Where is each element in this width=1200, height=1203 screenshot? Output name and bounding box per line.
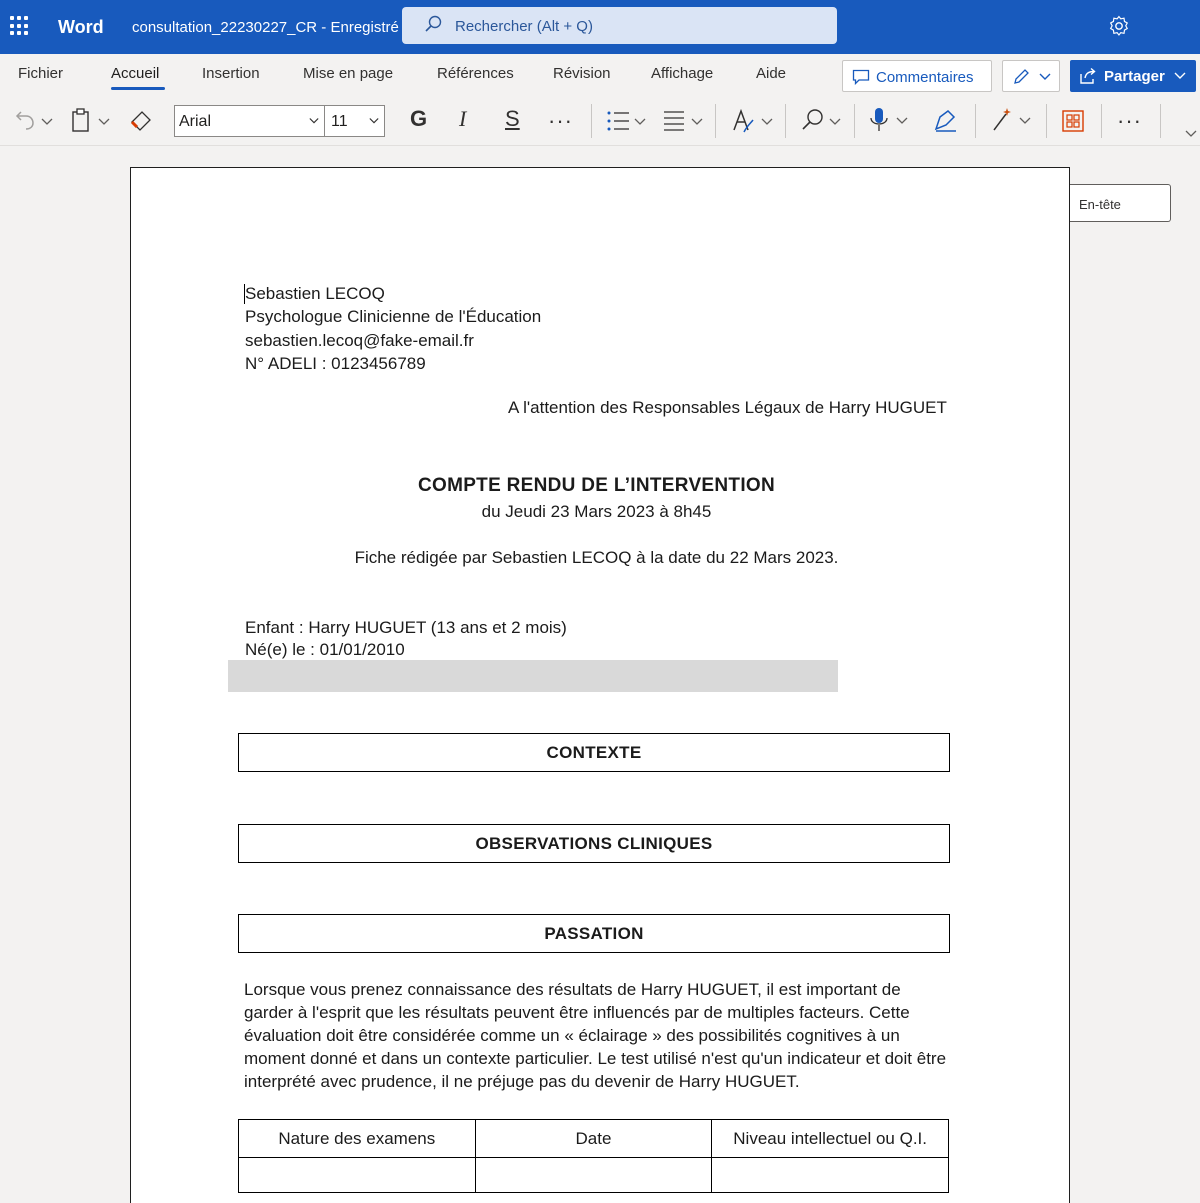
toolbar-divider <box>591 104 592 138</box>
birth-date-line[interactable]: Né(e) le : 01/01/2010 <box>245 640 405 659</box>
passation-paragraph[interactable] <box>244 978 964 1093</box>
paragraph-line: Lorsque vous prenez connaissance des résultats de Harry HUGUET, il est important de <box>244 980 901 999</box>
underline-button[interactable]: S <box>505 106 520 131</box>
author-title[interactable]: Psychologue Clinicienne de l'Éducation <box>245 307 542 326</box>
search-input[interactable] <box>402 7 837 44</box>
author-adeli[interactable]: N° ADELI : 0123456789 <box>245 354 426 373</box>
tab-affichage[interactable]: Affichage <box>651 65 714 82</box>
paragraph-line: moment donné et dans un contexte particulier. Le test utilisé n'est qu'un indicateur et doit être <box>244 1049 947 1068</box>
bold-button[interactable]: G <box>410 106 428 131</box>
font-size-select[interactable] <box>324 105 385 137</box>
expand-ribbon-icon[interactable] <box>1184 128 1198 140</box>
toolbar-divider <box>854 104 855 138</box>
paragraph-line: interprété avec prudence, il ne préjuge pas du devenir de Harry HUGUET. <box>244 1072 800 1091</box>
active-tab-indicator <box>111 87 165 90</box>
tab-revision[interactable]: Révision <box>553 65 611 82</box>
written-by-line[interactable]: Fiche rédigée par Sebastien LECOQ à la date du 22 Mars 2023. <box>354 548 839 567</box>
table-header-cell[interactable]: Date <box>475 1120 712 1158</box>
comments-label: Commentaires <box>876 69 974 86</box>
redacted-field <box>228 660 838 692</box>
dictate-icon[interactable] <box>866 106 912 136</box>
gear-icon[interactable] <box>1108 15 1130 37</box>
child-line[interactable]: Enfant : Harry HUGUET (13 ans et 2 mois) <box>245 618 567 637</box>
section-observations[interactable]: OBSERVATIONS CLINIQUES <box>238 824 950 863</box>
app-name[interactable]: Word <box>58 17 104 37</box>
header-label[interactable] <box>1070 184 1171 222</box>
editor-icon[interactable] <box>932 107 960 135</box>
toolbar-divider <box>785 104 786 138</box>
more-font-options-button[interactable]: ··· <box>548 108 573 133</box>
styles-icon[interactable] <box>730 106 776 136</box>
chevron-down-icon <box>369 116 379 126</box>
table-cell[interactable] <box>239 1158 476 1193</box>
table-cell[interactable] <box>712 1158 949 1193</box>
italic-button[interactable]: I <box>459 106 467 131</box>
format-painter-icon[interactable] <box>128 108 154 134</box>
author-name[interactable]: Sebastien LECOQ <box>245 284 385 303</box>
tab-fichier[interactable]: Fichier <box>18 65 64 82</box>
font-size-value: 11 <box>331 113 348 130</box>
exam-table <box>238 1119 949 1193</box>
font-name-select[interactable] <box>174 105 325 137</box>
section-passation[interactable]: PASSATION <box>238 914 950 953</box>
chevron-down-icon <box>1174 71 1186 81</box>
table-header-cell[interactable]: Niveau intellectuel ou Q.I. <box>712 1120 949 1158</box>
more-options-button[interactable]: ··· <box>1117 108 1142 133</box>
table-header-row <box>239 1120 949 1158</box>
share-button[interactable] <box>1070 60 1196 92</box>
chevron-down-icon <box>309 116 319 126</box>
intervention-date[interactable]: du Jeudi 23 Mars 2023 à 8h45 <box>481 502 712 521</box>
document-name[interactable]: consultation_22230227_CR - Enregistré <box>132 19 399 36</box>
title-bar <box>0 0 1200 54</box>
designer-icon[interactable] <box>990 106 1036 136</box>
pencil-icon <box>1012 68 1032 86</box>
table-header-cell[interactable]: Nature des examens <box>239 1120 476 1158</box>
document-title[interactable]: COMPTE RENDU DE L’INTERVENTION <box>417 475 775 496</box>
paste-icon[interactable] <box>70 107 114 135</box>
comments-button[interactable] <box>842 60 992 92</box>
paragraph-line: garder à l'esprit que les résultats peuvent être influencés par de multiples facteurs. Cette <box>244 1003 910 1022</box>
tab-aide[interactable]: Aide <box>756 65 787 82</box>
app-launcher-icon[interactable] <box>10 16 30 36</box>
tab-accueil[interactable]: Accueil <box>111 65 160 82</box>
align-icon[interactable] <box>662 108 706 134</box>
search-placeholder: Rechercher (Alt + Q) <box>455 18 593 35</box>
toolbar-divider <box>1160 104 1161 138</box>
tab-mise-en-page[interactable]: Mise en page <box>303 65 394 82</box>
toolbar-divider <box>1046 104 1047 138</box>
font-name-value: Arial <box>179 113 212 130</box>
attention-line[interactable]: A l'attention des Responsables Légaux de Harry HUGUET <box>508 398 947 417</box>
table-row <box>239 1158 949 1193</box>
share-icon <box>1079 67 1099 85</box>
tab-insertion[interactable]: Insertion <box>202 65 260 82</box>
bullets-icon[interactable] <box>605 108 649 134</box>
chevron-down-icon <box>1039 72 1051 82</box>
table-cell[interactable] <box>475 1158 712 1193</box>
share-label: Partager <box>1104 68 1165 85</box>
section-contexte[interactable]: CONTEXTE <box>238 733 950 772</box>
editing-mode-button[interactable] <box>1002 60 1060 92</box>
comment-icon <box>852 69 870 85</box>
search-icon <box>424 15 442 33</box>
author-email[interactable]: sebastien.lecoq@fake-email.fr <box>245 331 474 350</box>
toolbar-divider <box>715 104 716 138</box>
toolbar-divider <box>975 104 976 138</box>
undo-icon[interactable] <box>12 108 56 134</box>
add-ins-icon[interactable] <box>1061 109 1085 133</box>
paragraph-line: évaluation doit être considérée comme un « éclairage » des possibilités cognitives à un <box>244 1026 900 1045</box>
tab-references[interactable]: Références <box>437 65 514 82</box>
header-label-text: En-tête <box>1079 197 1121 212</box>
toolbar-divider <box>1101 104 1102 138</box>
find-icon[interactable] <box>800 107 846 135</box>
